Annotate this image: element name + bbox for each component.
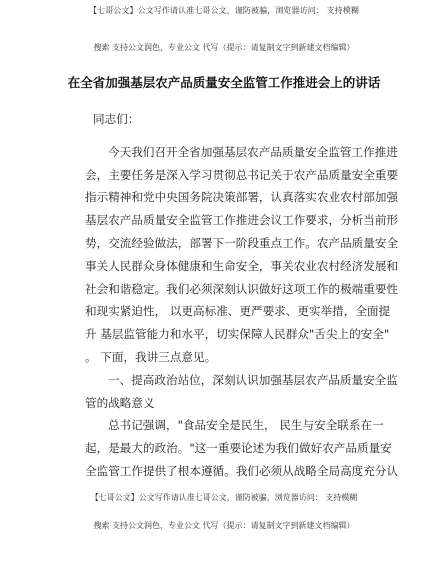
footer-notice-sub: 搜索 支持公文润色，专业公文 代写（提示：请复制文字到新建文档编辑） [93,521,355,530]
section-heading-line: 管的战略意义 [85,395,155,410]
paragraph-line: 势，交流经验做法，部署下一阶段重点工作。农产品质量安全 [85,235,399,250]
document-body [85,108,399,483]
paragraph-line: 今天我们召开全省加强基层农产品质量安全监管工作推进 [108,144,398,159]
greeting: 同志们： [93,112,140,126]
paragraph-line: 起，是最大的政治。"这一重要论述为我们做好农产品质量安 [85,441,392,456]
paragraph-line: 基层农产品质量安全监管工作推进会议工作要求，分析当前形 [85,213,399,228]
section-heading-line: 一、提高政治站位，深刻认识加强基层农产品质量安全监 [108,372,398,387]
header-notice-sub: 搜索 支持公文润色，专业公文 代写（提示：请复制文字到新建文档编辑） [93,43,355,52]
paragraph-line: 升 基层监管能力和水平，切实保障人民群众"舌尖上的安全" [85,327,390,342]
paragraph-line: 指示精神和党中央国务院决策部署，认真落实农业农村部加强 [85,190,399,205]
paragraph-line: 全监管工作提供了根本遵循。我们必须从战略全局高度充分认 [85,463,399,478]
document-title: 在全省加强基层农产品质量安全监管工作推进会上的讲话 [67,75,381,90]
paragraph-line: 会，主要任务是深入学习贯彻总书记关于农产品质量安全重要 [85,167,399,182]
footer-notice: 【七哥公文】公文写作请认准七哥公文，谨防被骗，浏览器访问： 支持模糊 [90,493,358,502]
paragraph-line: 社会和谐稳定。我们必须深刻认识做好这项工作的极端重要性 [85,281,399,296]
paragraph-line: 。 下面，我讲三点意见。 [85,349,217,364]
paragraph-line: 事关人民群众身体健康和生命安全，事关农业农村经济发展和 [85,258,399,273]
paragraph-line: 和现实紧迫性， 以更高标准、更严要求、更实举措，全面提 [85,304,391,319]
header-notice: 【七哥公文】公文写作请认准七哥公文，谨防被骗，浏览器访问： 支持模糊 [89,6,359,15]
paragraph-line: 总书记强调，"食品安全是民生， 民生与安全联系在一 [108,418,384,433]
